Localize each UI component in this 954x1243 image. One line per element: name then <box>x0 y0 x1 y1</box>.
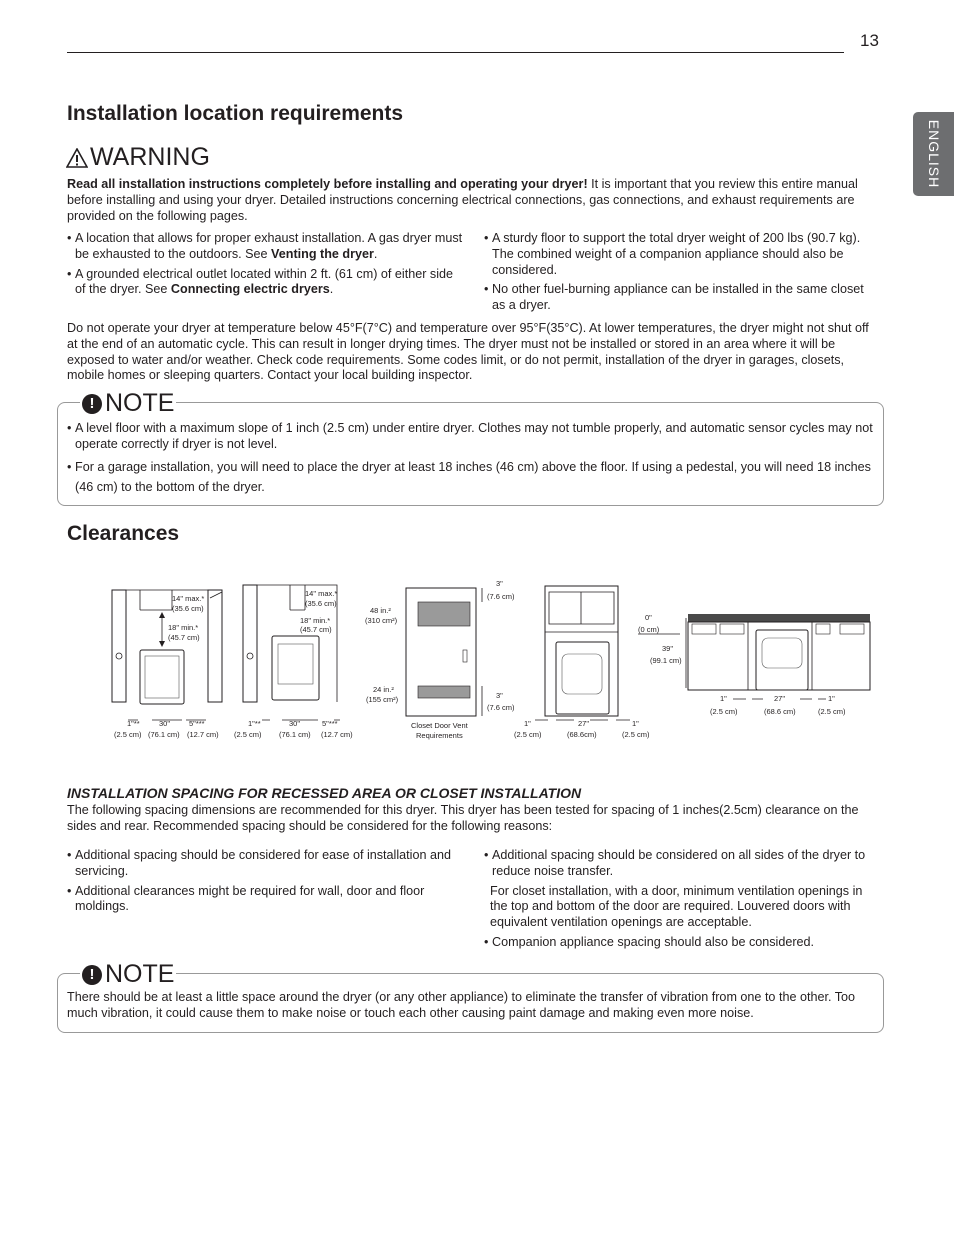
fig3-top-gap: 3" <box>496 579 503 588</box>
fig2-b3-cm: (12.7 cm) <box>321 730 353 739</box>
fig4-top-cm: (0 cm) <box>638 625 660 634</box>
fig2-top-max-cm: (35.6 cm) <box>305 599 337 608</box>
list-item: • For a garage installation, you will need to place the dryer at least 18 inches (46 cm) above the floor. If using a pedestal, you will need 18 inches (46 cm) to the bottom of the dryer. <box>67 457 875 497</box>
list-item: • Additional spacing should be considered on all sides of the dryer to reduce noise transfer. <box>484 848 882 880</box>
spacing-intro: The following spacing dimensions are recommended for this dryer. This dryer has been tested for spacing of 1 inches(2.5cm) clearance on the sides and rear. Recommended spacing should be considered for the following reasons: <box>67 803 859 833</box>
header-rule <box>67 52 844 53</box>
fig1-b2-cm: (76.1 cm) <box>148 730 180 739</box>
fig5-b2: 27" <box>774 694 786 703</box>
spacing-bullets-left <box>67 848 462 915</box>
section-title-spacing: INSTALLATION SPACING FOR RECESSED AREA OR CLOSET INSTALLATION <box>67 785 582 801</box>
fig1-b2: 30" <box>159 719 171 728</box>
temperature-paragraph: Do not operate your dryer at temperature below 45°F(7°C) and temperature over 95°F(35°C). At lower temperatures, the dryer might not shut off at the end of an automatic cycle. This can result in longer drying times. The dryer must not be installed or stored in an area where it will be exposed to water and/or weather. Check code requirements. Some codes limit, or do not permit, installation of the dryer in garages, closets, mobile homes or sleeping quarters. Contact your local building inspector. <box>67 321 869 383</box>
warning-triangle-icon <box>66 148 88 168</box>
fig1-b1-cm: (2.5 cm) <box>114 730 142 739</box>
exclamation-icon: ! <box>82 394 102 414</box>
fig5-b3-cm: (2.5 cm) <box>818 707 846 716</box>
fig5-b1: 1" <box>720 694 727 703</box>
note-label: NOTE <box>105 389 175 417</box>
fig1-b1: 1"** <box>127 719 140 728</box>
fig1-min: 18" min.* <box>168 623 199 632</box>
closet-door-vent-figure <box>365 579 515 740</box>
fig2-min-cm: (45.7 cm) <box>300 625 332 634</box>
fig3-caption-1: Closet Door Vent <box>411 721 468 730</box>
location-bullets-right <box>484 231 879 314</box>
fig3-bottom-area-cm: (155 cm²) <box>366 695 399 704</box>
list-item: • No other fuel-burning appliance can be installed in the same closet as a dryer. <box>484 282 879 314</box>
note-bullets <box>67 421 875 497</box>
fig2-b2: 30" <box>289 719 301 728</box>
fig4-b2-cm: (68.6cm) <box>567 730 597 739</box>
note-box <box>57 960 884 1033</box>
fig3-top-area-cm: (310 cm²) <box>365 616 398 625</box>
fig4-b3-cm: (2.5 cm) <box>622 730 650 739</box>
fig2-b3: 5"*** <box>322 719 338 728</box>
fig1-b3: 5"*** <box>189 719 205 728</box>
clearances-diagram <box>0 570 954 750</box>
fig2-b1: 1"** <box>248 719 261 728</box>
fig5-b1-cm: (2.5 cm) <box>710 707 738 716</box>
page-number: 13 <box>860 31 879 50</box>
location-bullets-left <box>67 231 467 298</box>
closet-ventilation-paragraph: For closet installation, with a door, minimum ventilation openings in the top and bottom of the door are required. Louvered doors with equivalent ventilation openings are acceptable. <box>490 883 863 930</box>
fig2-top-max: 14" max.* <box>305 589 338 598</box>
list-item: • Additional spacing should be considered for ease of installation and servicing. <box>67 848 462 880</box>
spacing-bullets-right <box>484 848 882 951</box>
fig3-bottom-gap-cm: (7.6 cm) <box>487 703 515 712</box>
note-label: NOTE <box>105 960 175 988</box>
intro-bold: Read all installation instructions completely before installing and operating your dryer! <box>67 177 588 191</box>
warning-label: WARNING <box>90 143 210 171</box>
clearance-figure-closet <box>234 585 353 739</box>
fig3-bottom-gap: 3" <box>496 691 503 700</box>
fig4-height-cm: (99.1 cm) <box>650 656 682 665</box>
note-text: There should be at least a little space around the dryer (or any other appliance) to eliminate the transfer of vibration from one to the other. Too much vibration, it could cause them to make noise or touch each other causing paint damage and making even more noise. <box>67 990 856 1020</box>
fig5-b2-cm: (68.6 cm) <box>764 707 796 716</box>
fig4-top: 0" <box>645 613 652 622</box>
fig1-b3-cm: (12.7 cm) <box>187 730 219 739</box>
list-item: • A location that allows for proper exhaust installation. A gas dryer must be exhausted to the outdoors. See Venting the dryer. <box>67 231 467 263</box>
warning-heading <box>66 143 210 172</box>
fig4-b1: 1" <box>524 719 531 728</box>
note-box <box>57 389 884 506</box>
fig3-top-area: 48 in.² <box>370 606 391 615</box>
note-heading <box>80 960 176 989</box>
fig4-b3: 1" <box>632 719 639 728</box>
fig1-min-cm: (45.7 cm) <box>168 633 200 642</box>
note-heading <box>80 389 176 418</box>
list-item: • Additional clearances might be required for wall, door and floor moldings. <box>67 884 462 916</box>
intro-paragraph <box>67 177 867 224</box>
fig2-min: 18" min.* <box>300 616 331 625</box>
clearance-figure-recessed <box>112 590 222 739</box>
fig2-b2-cm: (76.1 cm) <box>279 730 311 739</box>
clearance-figure-cabinet <box>514 586 686 739</box>
fig4-b2: 27" <box>578 719 590 728</box>
section-title-installation-location: Installation location requirements <box>67 102 404 125</box>
section-title-clearances: Clearances <box>67 522 180 545</box>
fig4-height: 39" <box>662 644 674 653</box>
intro-rest: It is important that you review this entire manual before installing and using your dryer. Detailed instructions concerning electrical connections, gas connections, and exhaust requirements are provided on the following pages. <box>67 177 858 223</box>
fig1-top-max-cm: (35.6 cm) <box>172 604 204 613</box>
fig3-caption-2: Requirements <box>416 731 463 740</box>
fig5-b3: 1" <box>828 694 835 703</box>
list-item: • A grounded electrical outlet located within 2 ft. (61 cm) of either side of the dryer. See Connecting electric dryers. <box>67 267 467 299</box>
exclamation-icon: ! <box>82 965 102 985</box>
fig2-b1-cm: (2.5 cm) <box>234 730 262 739</box>
clearance-figure-countertop <box>688 614 870 716</box>
language-tab-label: ENGLISH <box>925 119 942 189</box>
list-item: • A level floor with a maximum slope of 1 inch (2.5 cm) under entire dryer. Clothes may not tumble properly, and automatic sensor cycles may not operate correctly if dryer is not level. <box>67 421 875 453</box>
fig3-top-gap-cm: (7.6 cm) <box>487 592 515 601</box>
list-item: • A sturdy floor to support the total dryer weight of 200 lbs (90.7 kg). The combined weight of a companion appliance should also be considered. <box>484 231 879 278</box>
fig3-bottom-area: 24 in.² <box>373 685 394 694</box>
fig4-b1-cm: (2.5 cm) <box>514 730 542 739</box>
fig1-top-max: 14" max.* <box>172 594 205 603</box>
list-item: • Companion appliance spacing should also be considered. <box>484 935 882 951</box>
language-tab <box>913 112 954 196</box>
